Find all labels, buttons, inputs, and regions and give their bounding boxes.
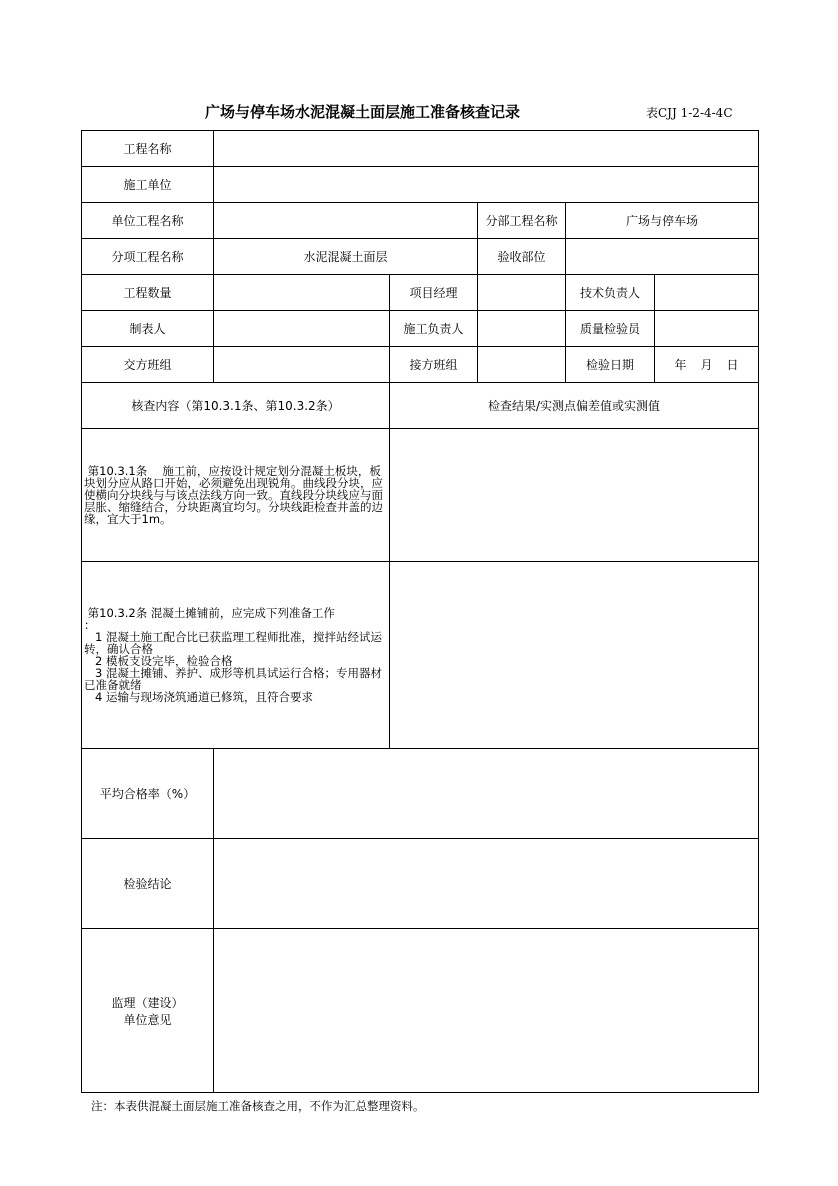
label-unit-project: 单位工程名称 <box>82 203 214 239</box>
label-quantity: 工程数量 <box>82 275 214 311</box>
field-handover-team[interactable] <box>214 347 390 383</box>
field-project-manager[interactable] <box>478 275 566 311</box>
field-unit-project[interactable] <box>214 203 478 239</box>
field-acceptance-part[interactable] <box>566 239 759 275</box>
field-inspection-date[interactable] <box>655 347 759 383</box>
label-project-manager: 项目经理 <box>390 275 478 311</box>
label-division-project: 分部工程名称 <box>478 203 566 239</box>
clause-10-3-1: 第10.3.1条 施工前，应按设计规定划分混凝土板块，板块划分应从路口开始，必须避免出现锐角。曲线段分块，应使横向分块线与与该点法线方向一致。直线段分块线应与面层胀、缩缝结合，分块距离宜均匀。分块线距检查井盖的边缘，宜大于1m。 <box>82 429 390 562</box>
field-pass-rate[interactable] <box>214 749 759 839</box>
inspection-form-table <box>81 130 759 1093</box>
field-contractor[interactable] <box>214 167 759 203</box>
form-code: 表CJJ 1-2-4-4C <box>646 106 733 120</box>
header-check-result: 检查结果/实测点偏差值或实测值 <box>390 383 759 429</box>
label-supervisor-opinion: 监理（建设） 单位意见 <box>82 929 214 1093</box>
label-construction-lead: 施工负责人 <box>390 311 478 347</box>
result-10-3-1[interactable] <box>390 429 759 562</box>
label-handover-team: 交方班组 <box>82 347 214 383</box>
header-check-content: 核查内容（第10.3.1条、第10.3.2条） <box>82 383 390 429</box>
field-receiving-team[interactable] <box>478 347 566 383</box>
clause-10-3-2: 第10.3.2条 混凝土摊铺前，应完成下列准备工作 ： 1 混凝土施工配合比已获监理工程师批准，搅拌站经试运转，确认合格 2 模板支设完毕，检验合格 3 混凝土摊铺、养护、成形等机具试运行合格；专用器材已准备就绪 4 运输与现场浇筑通道已修筑，且符合要求 <box>82 562 390 749</box>
year-label: 年 <box>674 358 687 372</box>
label-quality-inspector: 质量检验员 <box>566 311 655 347</box>
field-project-name[interactable] <box>214 131 759 167</box>
footnote: 注：本表供混凝土面层施工准备核查之用，不作为汇总整理资料。 <box>91 1099 425 1113</box>
field-construction-lead[interactable] <box>478 311 566 347</box>
field-tech-lead[interactable] <box>655 275 759 311</box>
label-pass-rate: 平均合格率（%） <box>82 749 214 839</box>
result-10-3-2[interactable] <box>390 562 759 749</box>
field-subitem-project[interactable]: 水泥混凝土面层 <box>214 239 478 275</box>
label-subitem-project: 分项工程名称 <box>82 239 214 275</box>
day-label: 日 <box>726 358 739 372</box>
field-supervisor-opinion[interactable] <box>214 929 759 1093</box>
field-conclusion[interactable] <box>214 839 759 929</box>
label-contractor: 施工单位 <box>82 167 214 203</box>
field-quality-inspector[interactable] <box>655 311 759 347</box>
field-division-project[interactable]: 广场与停车场 <box>566 203 759 239</box>
label-inspection-date: 检验日期 <box>566 347 655 383</box>
label-conclusion: 检验结论 <box>82 839 214 929</box>
label-project-name: 工程名称 <box>82 131 214 167</box>
field-quantity[interactable] <box>214 275 390 311</box>
label-acceptance-part: 验收部位 <box>478 239 566 275</box>
label-preparer: 制表人 <box>82 311 214 347</box>
month-label: 月 <box>700 358 713 372</box>
label-tech-lead: 技术负责人 <box>566 275 655 311</box>
field-preparer[interactable] <box>214 311 390 347</box>
label-receiving-team: 接方班组 <box>390 347 478 383</box>
form-title: 广场与停车场水泥混凝土面层施工准备核查记录 <box>205 103 521 121</box>
